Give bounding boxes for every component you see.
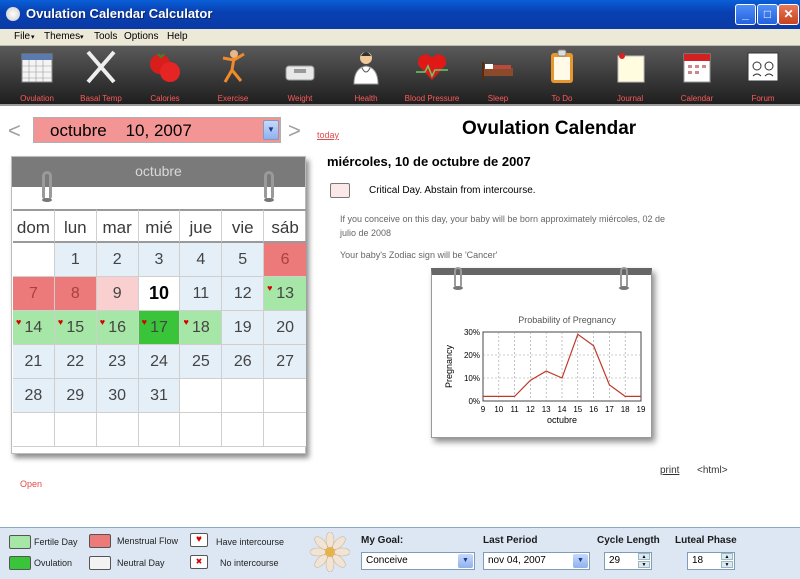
binder-ring-icon: [264, 171, 274, 199]
day-number: 7: [28, 285, 38, 302]
y-tick-label: 0%: [468, 397, 480, 406]
day-number: 16: [108, 319, 127, 336]
calendar-empty-cell: [222, 413, 264, 447]
spin-up-icon[interactable]: ▲: [721, 553, 733, 560]
x-tick-label: 17: [604, 405, 614, 414]
probability-chart: [432, 275, 651, 437]
day-number: 12: [233, 285, 252, 302]
day-number: 1: [70, 251, 80, 268]
calendar-day-29[interactable]: [55, 379, 97, 413]
weekday-tue: mar: [97, 209, 139, 243]
day-number: 17: [150, 319, 168, 336]
calendar-week-row: [13, 243, 306, 277]
day-number: 15: [66, 319, 85, 336]
desk-calendar-icon: [679, 48, 715, 86]
calendar-empty-cell: [139, 413, 181, 447]
critical-day-swatch: [330, 183, 350, 198]
y-tick-label: 30%: [463, 328, 480, 337]
tool-todo[interactable]: [532, 48, 592, 104]
cycle-length-stepper[interactable]: [604, 552, 652, 570]
exercise-figure-icon: [215, 48, 251, 86]
day-number: 8: [70, 285, 80, 302]
calendar-week-row: [13, 413, 306, 447]
toolbar: [0, 46, 800, 106]
calendar-empty-cell: [264, 379, 306, 413]
x-tick-label: 11: [510, 405, 519, 414]
day-number: 21: [24, 353, 43, 370]
weekday-fri: vie: [222, 209, 264, 243]
today-link[interactable]: today: [317, 130, 340, 140]
x-tick-label: 13: [541, 405, 551, 414]
tool-label: Calories: [150, 94, 180, 103]
heart-pulse-icon: [414, 48, 450, 86]
legend-ovulation-swatch: [9, 556, 31, 570]
last-period-select[interactable]: [483, 552, 590, 570]
legend-no-intercourse-label: No intercourse: [220, 558, 279, 568]
calendar-day-26[interactable]: [222, 345, 264, 379]
weekday-wed: mié: [139, 209, 181, 243]
calendar-day-3[interactable]: [139, 243, 181, 277]
clipboard-icon: [544, 48, 580, 86]
tool-label: Weight: [287, 94, 313, 103]
calendar-day-10[interactable]: [139, 277, 181, 311]
day-number: 4: [196, 251, 206, 268]
luteal-phase-stepper[interactable]: [687, 552, 735, 570]
y-tick-label: 20%: [463, 351, 480, 360]
calendar-day-8[interactable]: [55, 277, 97, 311]
note-pin-icon: [612, 48, 648, 86]
calendar-day-15[interactable]: [55, 311, 97, 345]
day-number: 10: [148, 283, 170, 303]
legend-ovulation-label: Ovulation: [34, 558, 73, 568]
calendar-empty-cell: [97, 413, 139, 447]
zodiac-text: Your baby's Zodiac sign will be 'Cancer': [340, 250, 498, 260]
selected-day-heading: miércoles, 10 de octubre de 2007: [327, 154, 531, 169]
x-tick-label: 10: [494, 405, 504, 414]
calendar-day-6[interactable]: [264, 243, 306, 277]
calendar-day-17[interactable]: [139, 311, 181, 345]
calendar-week-row: [13, 311, 306, 345]
heart-icon: ♥: [99, 317, 106, 327]
tool-calendar[interactable]: [667, 48, 727, 104]
cycle-length-label: Cycle Length: [597, 535, 660, 546]
legend-menstrual-swatch: [89, 534, 111, 548]
calendar-empty-cell: [222, 379, 264, 413]
chevron-down-icon[interactable]: ▼: [573, 554, 588, 568]
tool-label: Health: [354, 94, 378, 103]
legend-intercourse-label: Have intercourse: [216, 537, 285, 547]
crossed-sticks-icon: [83, 48, 119, 86]
calendar-day-25[interactable]: [180, 345, 222, 379]
weekday-thu: jue: [180, 209, 222, 243]
day-number: 30: [108, 387, 127, 404]
x-tick-label: 16: [589, 405, 599, 414]
day-number: 5: [238, 251, 248, 268]
tool-label: Blood Pressure: [404, 94, 460, 103]
x-tick-label: 12: [525, 405, 535, 414]
calendar-week-row: [13, 277, 306, 311]
window-title: Ovulation Calendar Calculator: [26, 6, 213, 21]
tool-label: Journal: [616, 94, 644, 103]
last-period-value: nov 04, 2007: [488, 555, 546, 566]
day-number: 14: [24, 319, 43, 336]
calendar-grid-icon: [19, 48, 55, 86]
calendar-day-20[interactable]: [264, 311, 306, 345]
spin-down-icon[interactable]: ▼: [721, 561, 733, 568]
tool-forum[interactable]: [733, 48, 793, 104]
calendar-day-1[interactable]: [55, 243, 97, 277]
html-link[interactable]: <html>: [697, 465, 728, 476]
tool-label: Sleep: [487, 94, 509, 103]
chevron-down-icon[interactable]: ▼: [263, 120, 279, 140]
weekday-sun: dom: [13, 209, 55, 243]
calendar-empty-cell: [55, 413, 97, 447]
spin-up-icon[interactable]: ▲: [638, 553, 650, 560]
scale-icon: [282, 48, 318, 86]
calendar-day-18[interactable]: [180, 311, 222, 345]
app-icon: [6, 7, 20, 21]
day-number: 29: [66, 387, 85, 404]
tomatoes-icon: [147, 48, 183, 86]
calendar-day-22[interactable]: [55, 345, 97, 379]
heart-icon: ♥: [141, 317, 147, 327]
legend-neutral-label: Neutral Day: [117, 558, 165, 568]
goal-select[interactable]: [361, 552, 475, 570]
goal-value: Conceive: [366, 555, 408, 566]
chevron-down-icon[interactable]: ▼: [458, 554, 473, 568]
tool-journal[interactable]: [600, 48, 660, 104]
date-selector[interactable]: [33, 117, 281, 143]
day-number: 24: [150, 353, 168, 370]
day-number: 22: [66, 353, 85, 370]
calendar-empty-cell: [13, 413, 55, 447]
x-tick-label: 9: [480, 405, 486, 414]
next-month-button[interactable]: >: [288, 118, 301, 143]
menu-bar: File ▾ Themes ▾ Tools Options Help: [0, 29, 800, 46]
day-number: 28: [24, 387, 43, 404]
day-number: 6: [280, 251, 290, 268]
calendar-day-5[interactable]: [222, 243, 264, 277]
day-number: 3: [154, 251, 164, 268]
date-value: octubre 10, 2007: [50, 121, 192, 140]
page-title: Ovulation Calendar: [462, 118, 637, 139]
tool-label: Basal Temp: [80, 94, 122, 103]
last-period-label: Last Period: [483, 535, 538, 546]
luteal-phase-label: Luteal Phase: [675, 535, 737, 546]
tool-exercise[interactable]: [203, 48, 263, 104]
day-number: 27: [276, 353, 294, 370]
open-link[interactable]: Open: [20, 479, 43, 489]
menu-options[interactable]: Options: [124, 31, 159, 42]
legend-fertile-label: Fertile Day: [34, 537, 78, 547]
tool-label: To Do: [551, 94, 573, 103]
calendar-day-2[interactable]: [97, 243, 139, 277]
calendar-day-4[interactable]: [180, 243, 222, 277]
day-number: 25: [191, 353, 210, 370]
calendar-day-28[interactable]: [13, 379, 55, 413]
maximize-button[interactable]: □: [757, 4, 778, 25]
due-date-text: If you conceive on this day, your baby will be born approximately miércoles, 02 de julio de 2008: [340, 214, 666, 238]
cycle-length-value: 29: [609, 555, 621, 566]
tool-label: Forum: [751, 94, 775, 103]
flower-icon: [310, 532, 350, 572]
day-number: 20: [276, 319, 294, 336]
tool-blood-pressure[interactable]: [402, 48, 462, 104]
menu-themes[interactable]: Themes: [44, 31, 81, 42]
probability-chart-card: [431, 268, 652, 438]
calendar-day-7[interactable]: [13, 277, 55, 311]
spin-down-icon[interactable]: ▼: [638, 561, 650, 568]
title-bar: [0, 0, 800, 29]
month-calendar: [11, 156, 306, 454]
tool-ovulation[interactable]: [7, 48, 67, 104]
tool-weight[interactable]: [270, 48, 330, 104]
y-tick-label: 10%: [463, 374, 480, 383]
tool-sleep[interactable]: [468, 48, 528, 104]
calendar-day-19[interactable]: [222, 311, 264, 345]
heart-icon: ♥: [267, 283, 273, 293]
heart-icon: ♥: [183, 317, 189, 327]
print-link[interactable]: print: [660, 465, 680, 476]
calendar-day-11[interactable]: [180, 277, 222, 311]
doctor-icon: [348, 48, 384, 86]
day-number: 19: [233, 319, 252, 336]
calendar-empty-cell: [180, 413, 222, 447]
critical-day-text: Critical Day. Abstain from intercourse.: [369, 185, 536, 196]
calendar-grid: [13, 209, 306, 447]
legend-neutral-swatch: [89, 556, 111, 570]
x-tick-label: 18: [620, 405, 630, 414]
calendar-day-23[interactable]: [97, 345, 139, 379]
x-axis-label: octubre: [546, 415, 578, 425]
menu-file[interactable]: File: [14, 31, 31, 42]
x-tick-label: 15: [573, 405, 583, 414]
calendar-day-14[interactable]: [13, 311, 55, 345]
binder-ring-icon: [42, 171, 52, 199]
weekday-sat: sáb: [264, 209, 306, 243]
tool-label: Exercise: [217, 94, 249, 103]
tool-label: Calendar: [680, 94, 714, 103]
menu-tools[interactable]: Tools: [94, 31, 118, 42]
chart-title: Probability of Pregnancy: [518, 315, 616, 325]
weekday-mon: lun: [55, 209, 97, 243]
calendar-empty-cell: [264, 413, 306, 447]
calendar-day-27[interactable]: [264, 345, 306, 379]
x-tick-label: 19: [636, 405, 646, 414]
calendar-day-31[interactable]: [139, 379, 181, 413]
x-tick-label: 14: [557, 405, 567, 414]
tool-health[interactable]: [336, 48, 396, 104]
calendar-day-16[interactable]: [97, 311, 139, 345]
calendar-empty-cell: [13, 243, 55, 277]
calendar-week-row: [13, 345, 306, 379]
calendar-day-9[interactable]: [97, 277, 139, 311]
weekday-row: [13, 209, 306, 243]
calendar-week-row: [13, 379, 306, 413]
tool-label: Ovulation: [20, 94, 54, 103]
calendar-day-12[interactable]: [222, 277, 264, 311]
calendar-day-24[interactable]: [139, 345, 181, 379]
minimize-button[interactable]: _: [735, 4, 756, 25]
calendar-day-30[interactable]: [97, 379, 139, 413]
no-intercourse-icon: ✖: [190, 555, 208, 569]
day-number: 2: [112, 251, 122, 268]
day-number: 18: [191, 319, 210, 336]
heart-icon: ♥: [190, 533, 208, 547]
y-axis-label: Pregnancy: [444, 344, 454, 389]
close-button[interactable]: ✕: [778, 4, 799, 25]
heart-icon: ♥: [16, 317, 22, 327]
day-number: 26: [233, 353, 252, 370]
calendar-day-21[interactable]: [13, 345, 55, 379]
prev-month-button[interactable]: <: [8, 118, 21, 143]
tool-calories[interactable]: [135, 48, 195, 104]
day-number: 11: [192, 285, 210, 302]
month-name: octubre: [12, 157, 305, 187]
calendar-day-13[interactable]: [264, 277, 306, 311]
heart-icon: ♥: [57, 317, 64, 327]
menu-help[interactable]: Help: [167, 31, 188, 42]
luteal-phase-value: 18: [692, 555, 704, 566]
goal-label: My Goal:: [361, 535, 404, 546]
legend-fertile-swatch: [9, 535, 31, 549]
day-number: 9: [112, 285, 122, 302]
chat-board-icon: [745, 48, 781, 86]
legend-menstrual-label: Menstrual Flow: [117, 536, 179, 546]
bed-icon: [480, 48, 516, 86]
day-number: 13: [276, 285, 294, 302]
day-number: 31: [150, 387, 168, 404]
calendar-empty-cell: [180, 379, 222, 413]
tool-basal-temp[interactable]: [71, 48, 131, 104]
day-number: 23: [108, 353, 127, 370]
